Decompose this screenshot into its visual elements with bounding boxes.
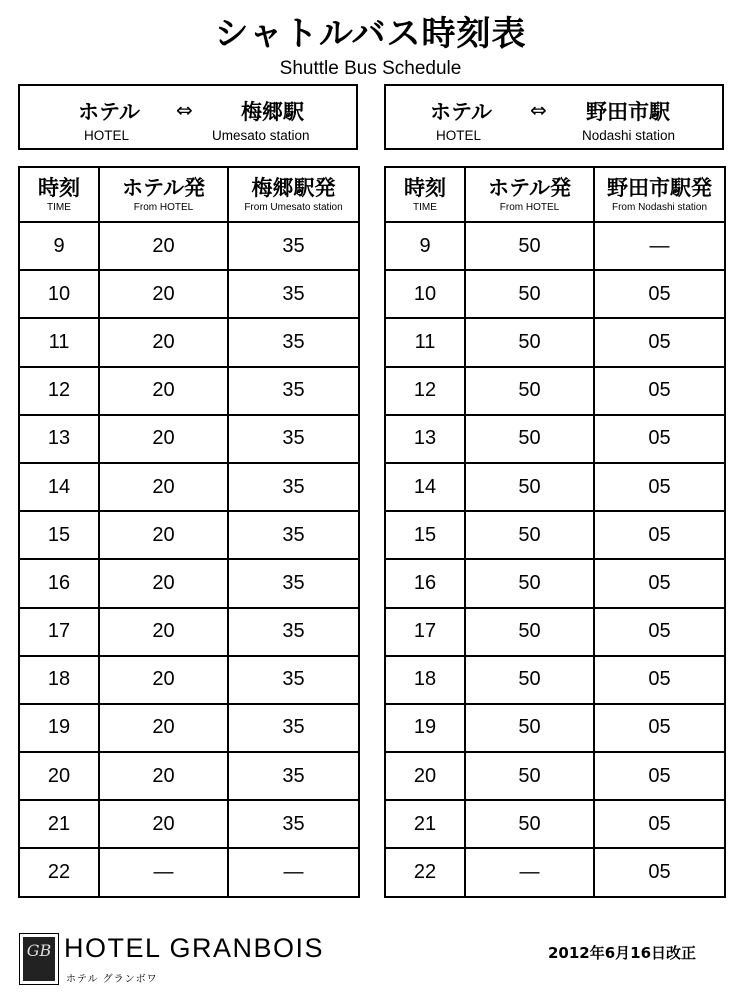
route-from-jp: ホテル (78, 100, 140, 124)
cell-from-station: 05 (594, 848, 725, 896)
cell-from-station: 05 (594, 367, 725, 415)
cell-from-station: 35 (228, 752, 359, 800)
cell-hour: 12 (19, 367, 99, 415)
table-row (385, 511, 725, 559)
cell-from-station: — (594, 222, 725, 270)
revision-date: 2012年6月16日改正 (548, 944, 697, 962)
route-to-en: Nodashi station (582, 128, 676, 143)
cell-hour: 18 (19, 656, 99, 704)
hotel-brand-name-jp: ホテル グランボワ (66, 974, 158, 985)
cell-hour: 16 (385, 559, 465, 607)
cell-from-station: 05 (594, 800, 725, 848)
cell-from-station: 05 (594, 511, 725, 559)
cell-hour: 16 (19, 559, 99, 607)
cell-from-station: 05 (594, 463, 725, 511)
schedule-table-umesato (18, 166, 360, 898)
cell-from-station: 05 (594, 704, 725, 752)
cell-from-hotel: 20 (99, 800, 228, 848)
cell-from-station: 35 (228, 415, 359, 463)
cell-from-station: 05 (594, 318, 725, 366)
column-header-from-hotel: ホテル発 From HOTEL (465, 167, 594, 222)
table-row (19, 270, 359, 318)
table-row (19, 511, 359, 559)
cell-from-station: 35 (228, 511, 359, 559)
route-header-umesato (18, 84, 358, 150)
cell-hour: 12 (385, 367, 465, 415)
column-header-time: 時刻 TIME (19, 167, 99, 222)
cell-from-hotel: 50 (465, 704, 594, 752)
cell-hour: 14 (385, 463, 465, 511)
cell-from-hotel: 50 (465, 608, 594, 656)
cell-hour: 9 (385, 222, 465, 270)
cell-from-station: 35 (228, 367, 359, 415)
cell-from-hotel: 20 (99, 752, 228, 800)
cell-hour: 10 (19, 270, 99, 318)
table-row (19, 656, 359, 704)
cell-from-hotel: 50 (465, 463, 594, 511)
route-from-jp: ホテル (430, 100, 492, 124)
cell-from-station: 35 (228, 222, 359, 270)
table-row (385, 656, 725, 704)
cell-from-hotel: 50 (465, 415, 594, 463)
table-row (385, 222, 725, 270)
cell-from-station: 05 (594, 559, 725, 607)
cell-from-hotel: 20 (99, 463, 228, 511)
cell-hour: 22 (385, 848, 465, 896)
cell-from-hotel: 50 (465, 222, 594, 270)
table-row (19, 463, 359, 511)
cell-from-hotel: 20 (99, 318, 228, 366)
table-row (19, 559, 359, 607)
cell-from-station: 35 (228, 463, 359, 511)
cell-from-hotel: 50 (465, 511, 594, 559)
cell-from-hotel: 50 (465, 367, 594, 415)
hotel-brand-name: HOTEL GRANBOIS (64, 933, 325, 963)
table-row (19, 608, 359, 656)
column-header-from-station: 梅郷駅発 From Umesato station (228, 167, 359, 222)
route-from-en: HOTEL (84, 128, 130, 143)
cell-hour: 14 (19, 463, 99, 511)
cell-from-hotel: 20 (99, 704, 228, 752)
column-header-from-hotel: ホテル発 From HOTEL (99, 167, 228, 222)
cell-from-station: 05 (594, 415, 725, 463)
cell-from-station: 35 (228, 656, 359, 704)
cell-hour: 20 (385, 752, 465, 800)
cell-from-station: 35 (228, 270, 359, 318)
cell-hour: 11 (19, 318, 99, 366)
table-row (19, 704, 359, 752)
table-row (19, 318, 359, 366)
cell-from-station: 35 (228, 704, 359, 752)
table-row (19, 848, 359, 896)
cell-hour: 19 (19, 704, 99, 752)
cell-from-hotel: 20 (99, 608, 228, 656)
table-row (385, 800, 725, 848)
table-row (19, 800, 359, 848)
table-row (19, 415, 359, 463)
cell-hour: 20 (19, 752, 99, 800)
cell-from-station: 35 (228, 318, 359, 366)
cell-hour: 15 (385, 511, 465, 559)
table-row (19, 367, 359, 415)
table-row (385, 752, 725, 800)
table-row (385, 848, 725, 896)
schedule-table-nodashi (384, 166, 726, 898)
table-row (385, 704, 725, 752)
cell-from-hotel: 50 (465, 559, 594, 607)
cell-from-hotel: — (99, 848, 228, 896)
cell-hour: 18 (385, 656, 465, 704)
logo-letters: GB (26, 941, 52, 960)
cell-from-station: 05 (594, 656, 725, 704)
table-row (385, 367, 725, 415)
column-header-from-station: 野田市駅発 From Nodashi station (594, 167, 725, 222)
hotel-logo-emblem (19, 933, 59, 985)
table-row (385, 270, 725, 318)
cell-from-station: 05 (594, 752, 725, 800)
cell-hour: 9 (19, 222, 99, 270)
cell-from-station: — (228, 848, 359, 896)
route-to-jp: 梅郷駅 (241, 100, 304, 124)
cell-hour: 13 (19, 415, 99, 463)
column-header-time: 時刻 TIME (385, 167, 465, 222)
cell-from-hotel: 20 (99, 367, 228, 415)
table-row (385, 318, 725, 366)
table-row (385, 559, 725, 607)
cell-from-hotel: 50 (465, 752, 594, 800)
cell-hour: 19 (385, 704, 465, 752)
cell-from-station: 05 (594, 270, 725, 318)
page-title: シャトルバス時刻表 (214, 14, 527, 54)
route-to-jp: 野田市駅 (586, 100, 670, 124)
cell-from-hotel: 20 (99, 270, 228, 318)
cell-from-hotel: 20 (99, 222, 228, 270)
table-row (385, 463, 725, 511)
cell-from-station: 05 (594, 608, 725, 656)
two-way-arrow-icon: ⇔ (530, 98, 547, 122)
table-row (385, 608, 725, 656)
cell-hour: 21 (385, 800, 465, 848)
cell-hour: 22 (19, 848, 99, 896)
page-subtitle: Shuttle Bus Schedule (279, 58, 462, 79)
cell-from-hotel: 50 (465, 656, 594, 704)
cell-from-hotel: 50 (465, 270, 594, 318)
cell-hour: 17 (19, 608, 99, 656)
cell-hour: 13 (385, 415, 465, 463)
cell-from-hotel: 20 (99, 559, 228, 607)
route-to-en: Umesato station (212, 128, 310, 143)
table-row (19, 752, 359, 800)
cell-from-hotel: 20 (99, 656, 228, 704)
cell-hour: 10 (385, 270, 465, 318)
route-header-nodashi (384, 84, 724, 150)
cell-hour: 11 (385, 318, 465, 366)
cell-from-hotel: 20 (99, 511, 228, 559)
table-row (19, 222, 359, 270)
cell-from-hotel: — (465, 848, 594, 896)
cell-hour: 17 (385, 608, 465, 656)
table-row (385, 415, 725, 463)
cell-hour: 21 (19, 800, 99, 848)
cell-from-hotel: 20 (99, 415, 228, 463)
cell-hour: 15 (19, 511, 99, 559)
cell-from-hotel: 50 (465, 318, 594, 366)
cell-from-station: 35 (228, 608, 359, 656)
cell-from-hotel: 50 (465, 800, 594, 848)
cell-from-station: 35 (228, 559, 359, 607)
cell-from-station: 35 (228, 800, 359, 848)
two-way-arrow-icon: ⇔ (176, 98, 193, 122)
route-from-en: HOTEL (436, 128, 482, 143)
